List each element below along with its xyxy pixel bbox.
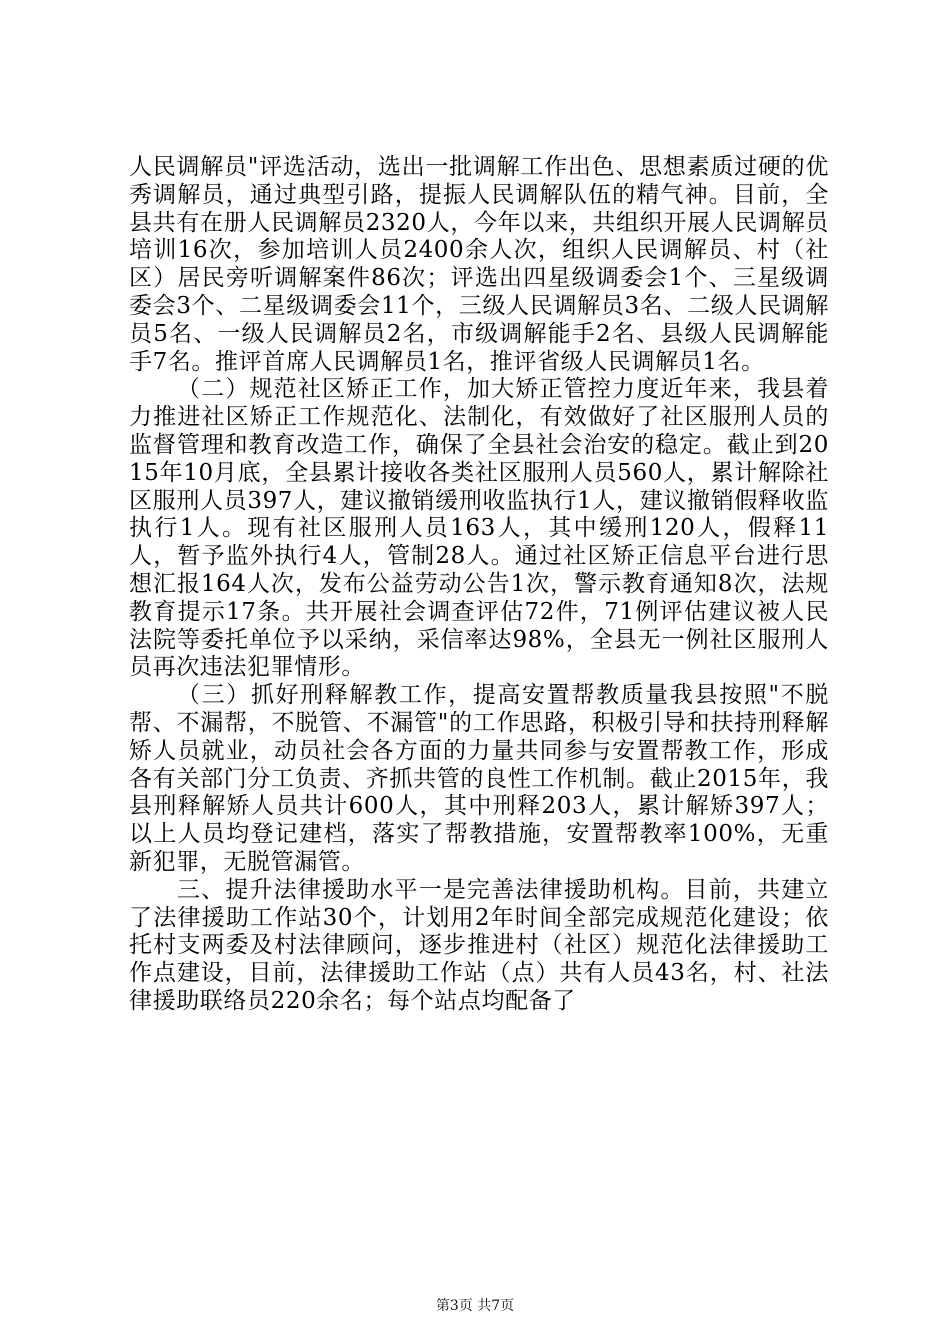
paragraph-legal-aid: 三、提升法律援助水平一是完善法律援助机构。目前，共建立了法律援助工作站30个，计划用2年时间全部完成规范化建设；依托村支两委及村法律顾问，逐步推进村（社区）规范化法律援助工作点建设，目前，法律援助工作站（点）共有人员43名，村、社法律援助联络员220余名；每个站点均配备了 [129, 876, 829, 1014]
paragraph-community-correction: （二）规范社区矫正工作，加大矫正管控力度近年来，我县着力推进社区矫正工作规范化、法制化，有效做好了社区服刑人员的监督管理和教育改造工作，确保了全县社会治安的稳定。截止到2015年10月底，全县累计接收各类社区服刑人员560人，累计解除社区服刑人员397人，建议撤销缓刑收监执行1人，建议撤销假释收监执行1人。现有社区服刑人员163人，其中缓刑120人，假释11人，暂予监外执行4人，管制28人。通过社区矫正信息平台进行思想汇报164人次，发布公益劳动公告1次，警示教育通知8次，法规教育提示17条。共开展社会调查评估72件，71例评估建议被人民法院等委托单位予以采纳，采信率达98%，全县无一例社区服刑人员再次违法犯罪情形。 [129, 376, 829, 681]
document-body [129, 154, 829, 1016]
paragraph-resettlement: （三）抓好刑释解教工作，提高安置帮教质量我县按照"不脱帮、不漏帮，不脱管、不漏管"的工作思路，积极引导和扶持刑释解矫人员就业，动员社会各方面的力量共同参与安置帮教工作，形成各有关部门分工负责、齐抓共管的良性工作机制。截止2015年，我县刑释解矫人员共计600人，其中刑释203人，累计解矫397人；以上人员均登记建档，落实了帮教措施，安置帮教率100%，无重新犯罪，无脱管漏管。 [129, 682, 829, 875]
paragraph-continuation: 人民调解员"评选活动，选出一批调解工作出色、思想素质过硬的优秀调解员，通过典型引路，提振人民调解队伍的精气神。目前，全县共有在册人民调解员2320人，今年以来，共组织开展人民调解员培训16次，参加培训人员2400余人次，组织人民调解员、村（社区）居民旁听调解案件86次；评选出四星级调委会1个、三星级调委会3个、二星级调委会11个，三级人民调解员3名、二级人民调解员5名、一级人民调解员2名，市级调解能手2名、县级人民调解能手7名。推评首席人民调解员1名，推评省级人民调解员1名。 [129, 154, 829, 375]
page-footer: 第3页 共7页 [435, 1298, 515, 1314]
